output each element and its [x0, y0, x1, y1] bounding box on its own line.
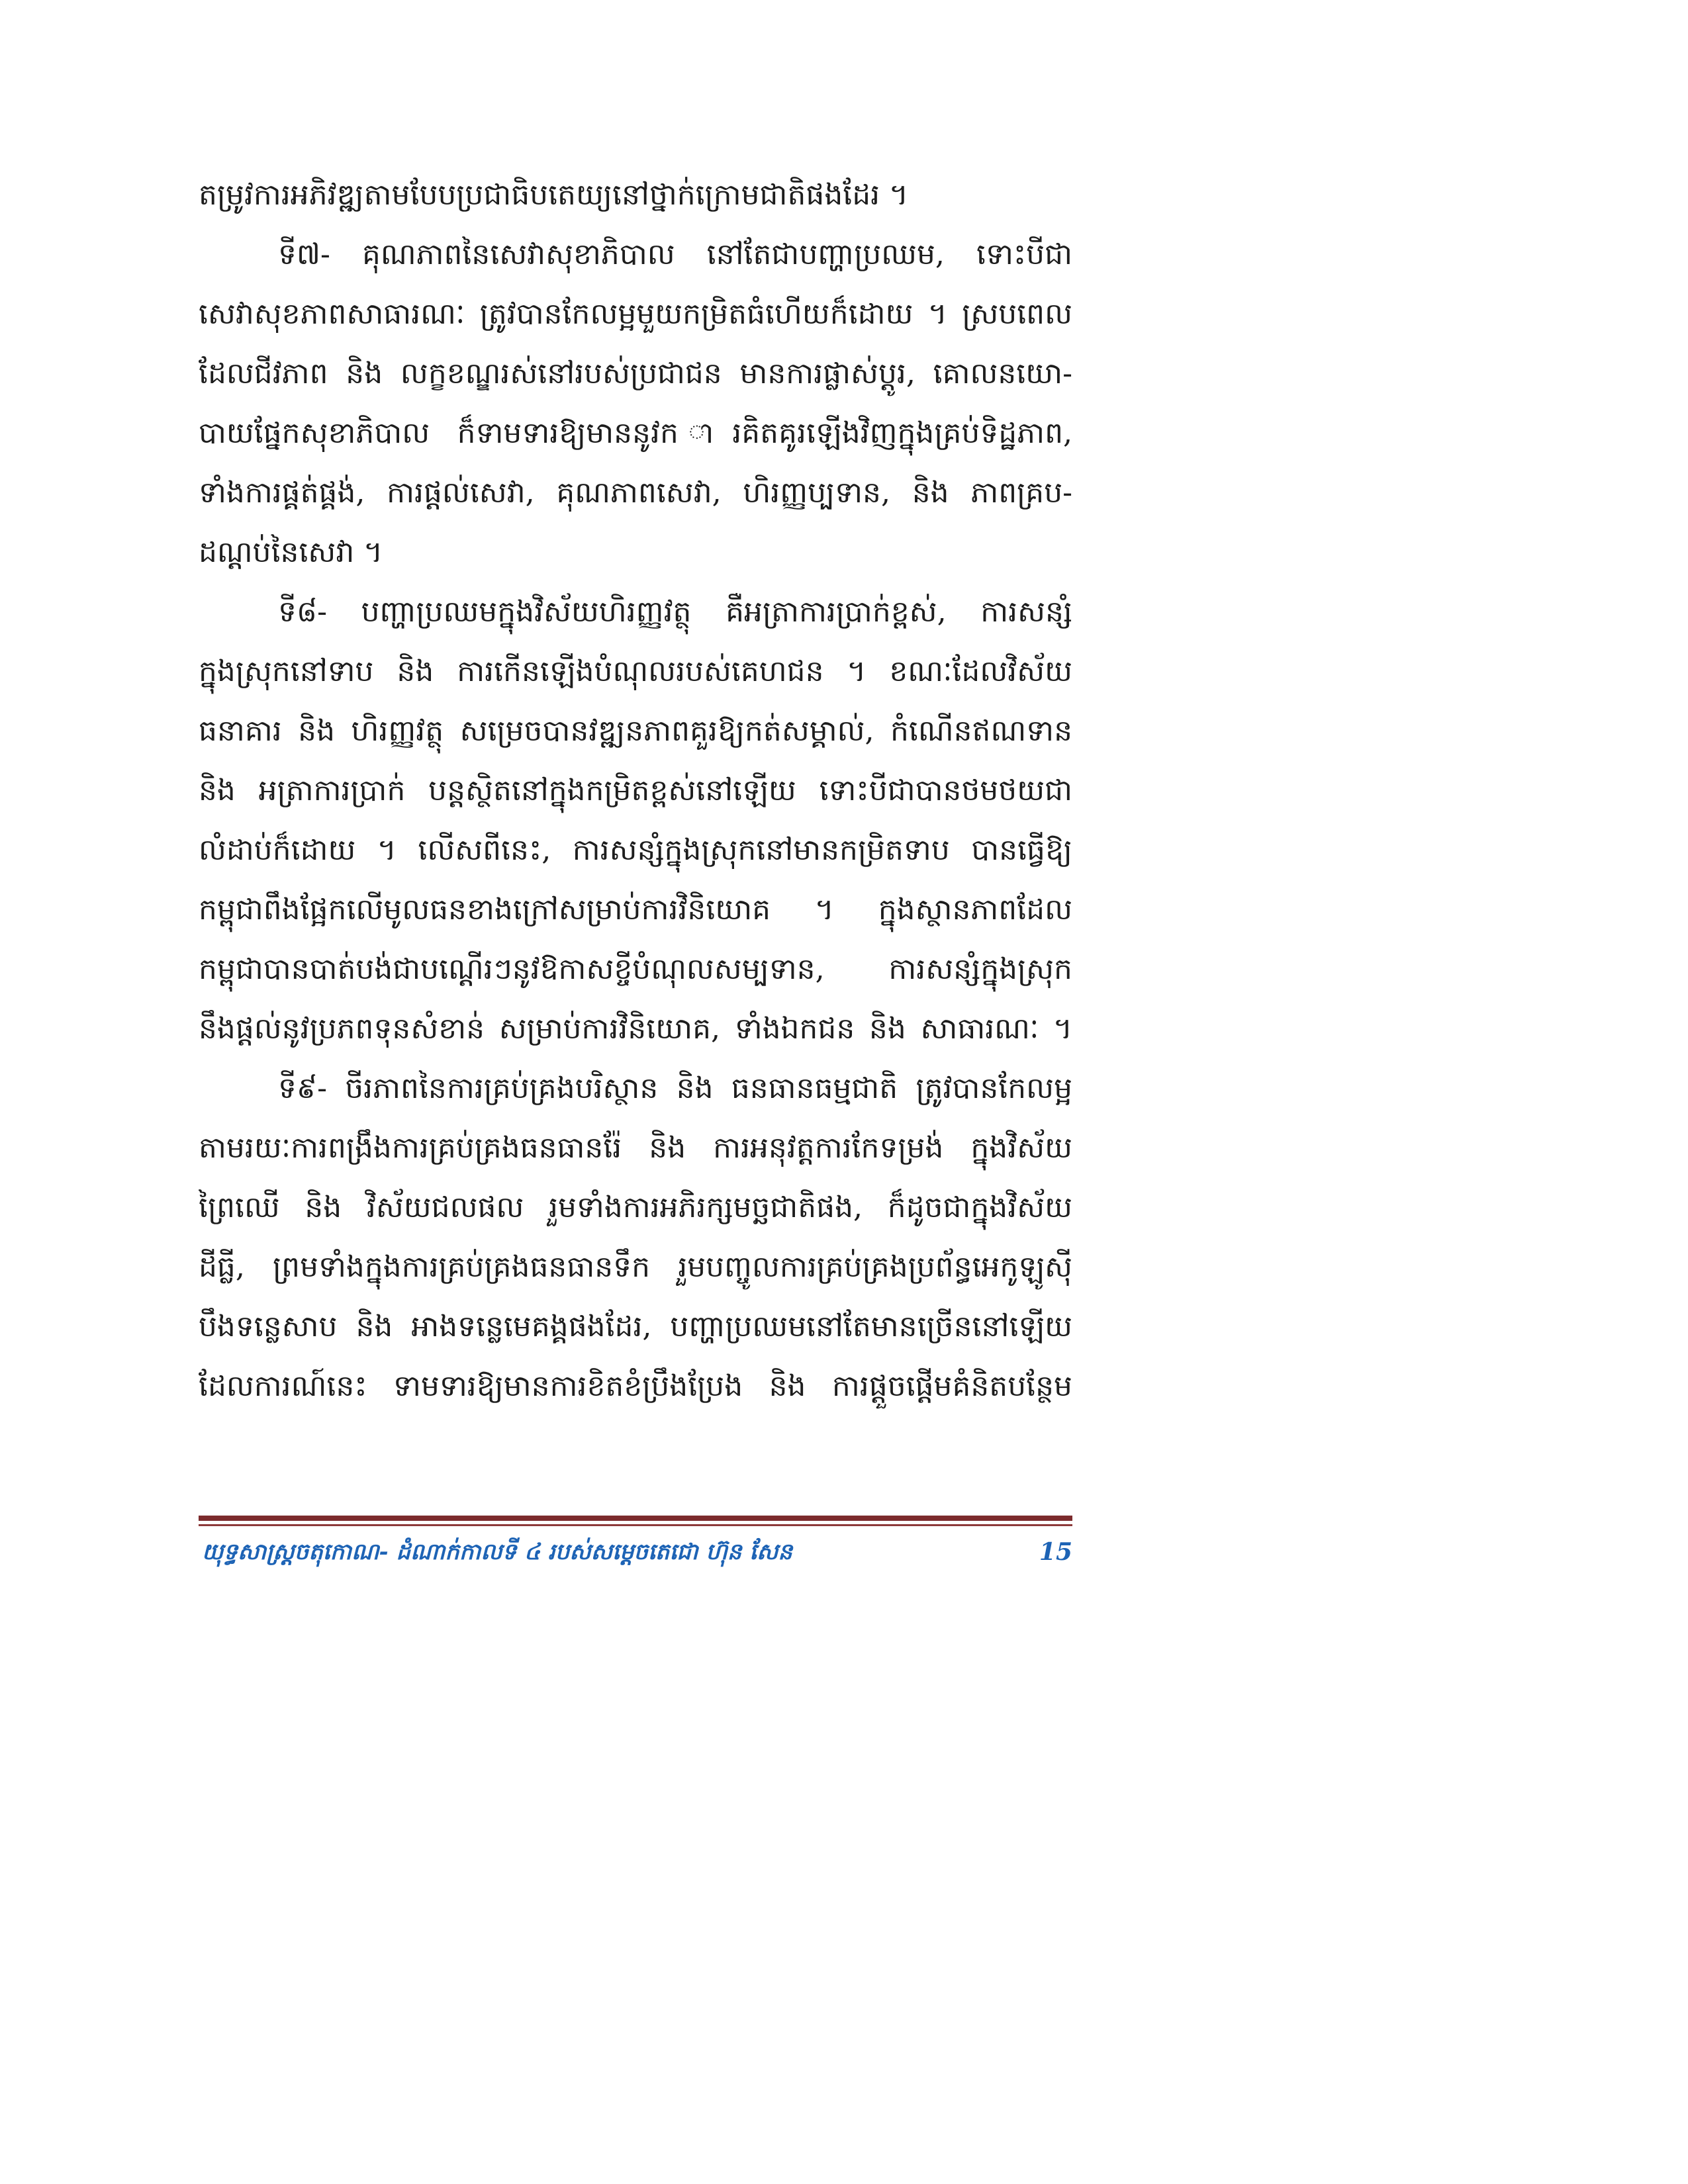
body-line: ទាំងការផ្គត់ផ្គង់, ការផ្តល់សេវា, គុណភាពសេវា, ហិរញ្ញប្បទាន, និង ភាពគ្រប- [199, 476, 1072, 510]
footer-title: យុទ្ធសាស្ត្រចតុកោណ- ដំណាក់កាលទី ៤ របស់សម្តេចតេជោ ហ៊ុន សែន [202, 1539, 792, 1565]
page-number: 15 [1039, 1538, 1072, 1566]
body-line: កម្ពុជាពឹងផ្អែកលើមូលធនខាងក្រៅសម្រាប់ការវិនិយោគ ។ ក្នុងស្ថានភាពដែល [199, 893, 1072, 927]
body-line: បឹងទន្លេសាប និង អាងទន្លេមេគង្គផងដែរ, បញ្ហាប្រឈមនៅតែមានច្រើននៅឡើយ [199, 1310, 1072, 1343]
body-text [199, 165, 1072, 1476]
body-line: ដែលការណ៍នេះ ទាមទារឱ្យមានការខិតខំប្រឹងប្រែង និង ការផ្តួចផ្តើមគំនិតបន្ថែម [199, 1369, 1072, 1403]
body-line: តាមរយៈការពង្រឹងការគ្រប់គ្រងធនធានរ៉ែ និង ការអនុវត្តការកែទម្រង់ ក្នុងវិស័យ [199, 1131, 1072, 1165]
body-line: ធនាគារ និង ហិរញ្ញវត្ថុ សម្រេចបានវឌ្ឍនភាពគួរឱ្យកត់សម្គាល់, កំណើនឥណទាន [199, 714, 1072, 748]
body-line: បាយផ្នែកសុខាភិបាល ក៏ទាមទារឱ្យមាននូវក ារគិតគូរឡើងវិញក្នុងគ្រប់ទិដ្ឋភាព, [199, 416, 1072, 450]
body-line: ក្នុងស្រុកនៅទាប និង ការកើនឡើងបំណុលរបស់គេហជន ។ ខណៈដែលវិស័យ [199, 655, 1072, 688]
body-line: ទី៩- ចីរភាពនៃការគ្រប់គ្រងបរិស្ថាន និង ធនធានធម្មជាតិ ត្រូវបានកែលម្អ [278, 1071, 1072, 1105]
body-line: ព្រៃឈើ និង វិស័យជលផល រួមទាំងការអភិរក្សមច្ឆជាតិផង, ក៏ដូចជាក្នុងវិស័យ [199, 1191, 1072, 1224]
body-line: សេវាសុខភាពសាធារណៈ ត្រូវបានកែលម្អមួយកម្រិតធំហើយក៏ដោយ ។ ស្របពេល [199, 297, 1072, 331]
body-line: ដែលជីវភាព និង លក្ខខណ្ឌរស់នៅរបស់ប្រជាជន មានការផ្លាស់ប្តូរ, គោលនយោ- [199, 357, 1072, 390]
body-line: នឹងផ្តល់នូវប្រភពទុនសំខាន់ សម្រាប់ការវិនិយោគ, ទាំងឯកជន និង សាធារណៈ ។ [199, 1012, 1072, 1046]
body-line: កម្ពុជាបានបាត់បង់ជាបណ្តើរៗនូវឱកាសខ្ចីបំណុលសម្បទាន, ការសន្សំក្នុងស្រុក [199, 952, 1072, 986]
body-line: ទី៨- បញ្ហាប្រឈមក្នុងវិស័យហិរញ្ញវត្ថុ គឺអត្រាការប្រាក់ខ្ពស់, ការសន្សំ [278, 595, 1072, 629]
body-line: ទី៧- គុណភាពនៃសេវាសុខាភិបាល នៅតែជាបញ្ហាប្រឈម, ទោះបីជា [278, 238, 1072, 271]
footer-rule-thin [199, 1524, 1072, 1526]
body-line: តម្រូវការអភិវឌ្ឍតាមបែបប្រជាធិបតេយ្យនៅថ្នាក់ក្រោមជាតិផងដែរ ។ [199, 178, 909, 212]
body-line: លំដាប់ក៏ដោយ ។ លើសពីនេះ, ការសន្សំក្នុងស្រុកនៅមានកម្រិតទាប បានធ្វើឱ្យ [199, 833, 1072, 867]
body-line: ដណ្តប់នៃសេវា ។ [199, 535, 383, 569]
body-line: ដីធ្លី, ព្រមទាំងក្នុងការគ្រប់គ្រងធនធានទឹក រួមបញ្ចូលការគ្រប់គ្រងប្រព័ន្ធអេកូឡូស៊ី [199, 1250, 1072, 1284]
body-line: និង អត្រាការប្រាក់ បន្តស្ថិតនៅក្នុងកម្រិតខ្ពស់នៅឡើយ ទោះបីជាបានថមថយជា [199, 774, 1072, 807]
footer-rule-thick [199, 1516, 1072, 1521]
